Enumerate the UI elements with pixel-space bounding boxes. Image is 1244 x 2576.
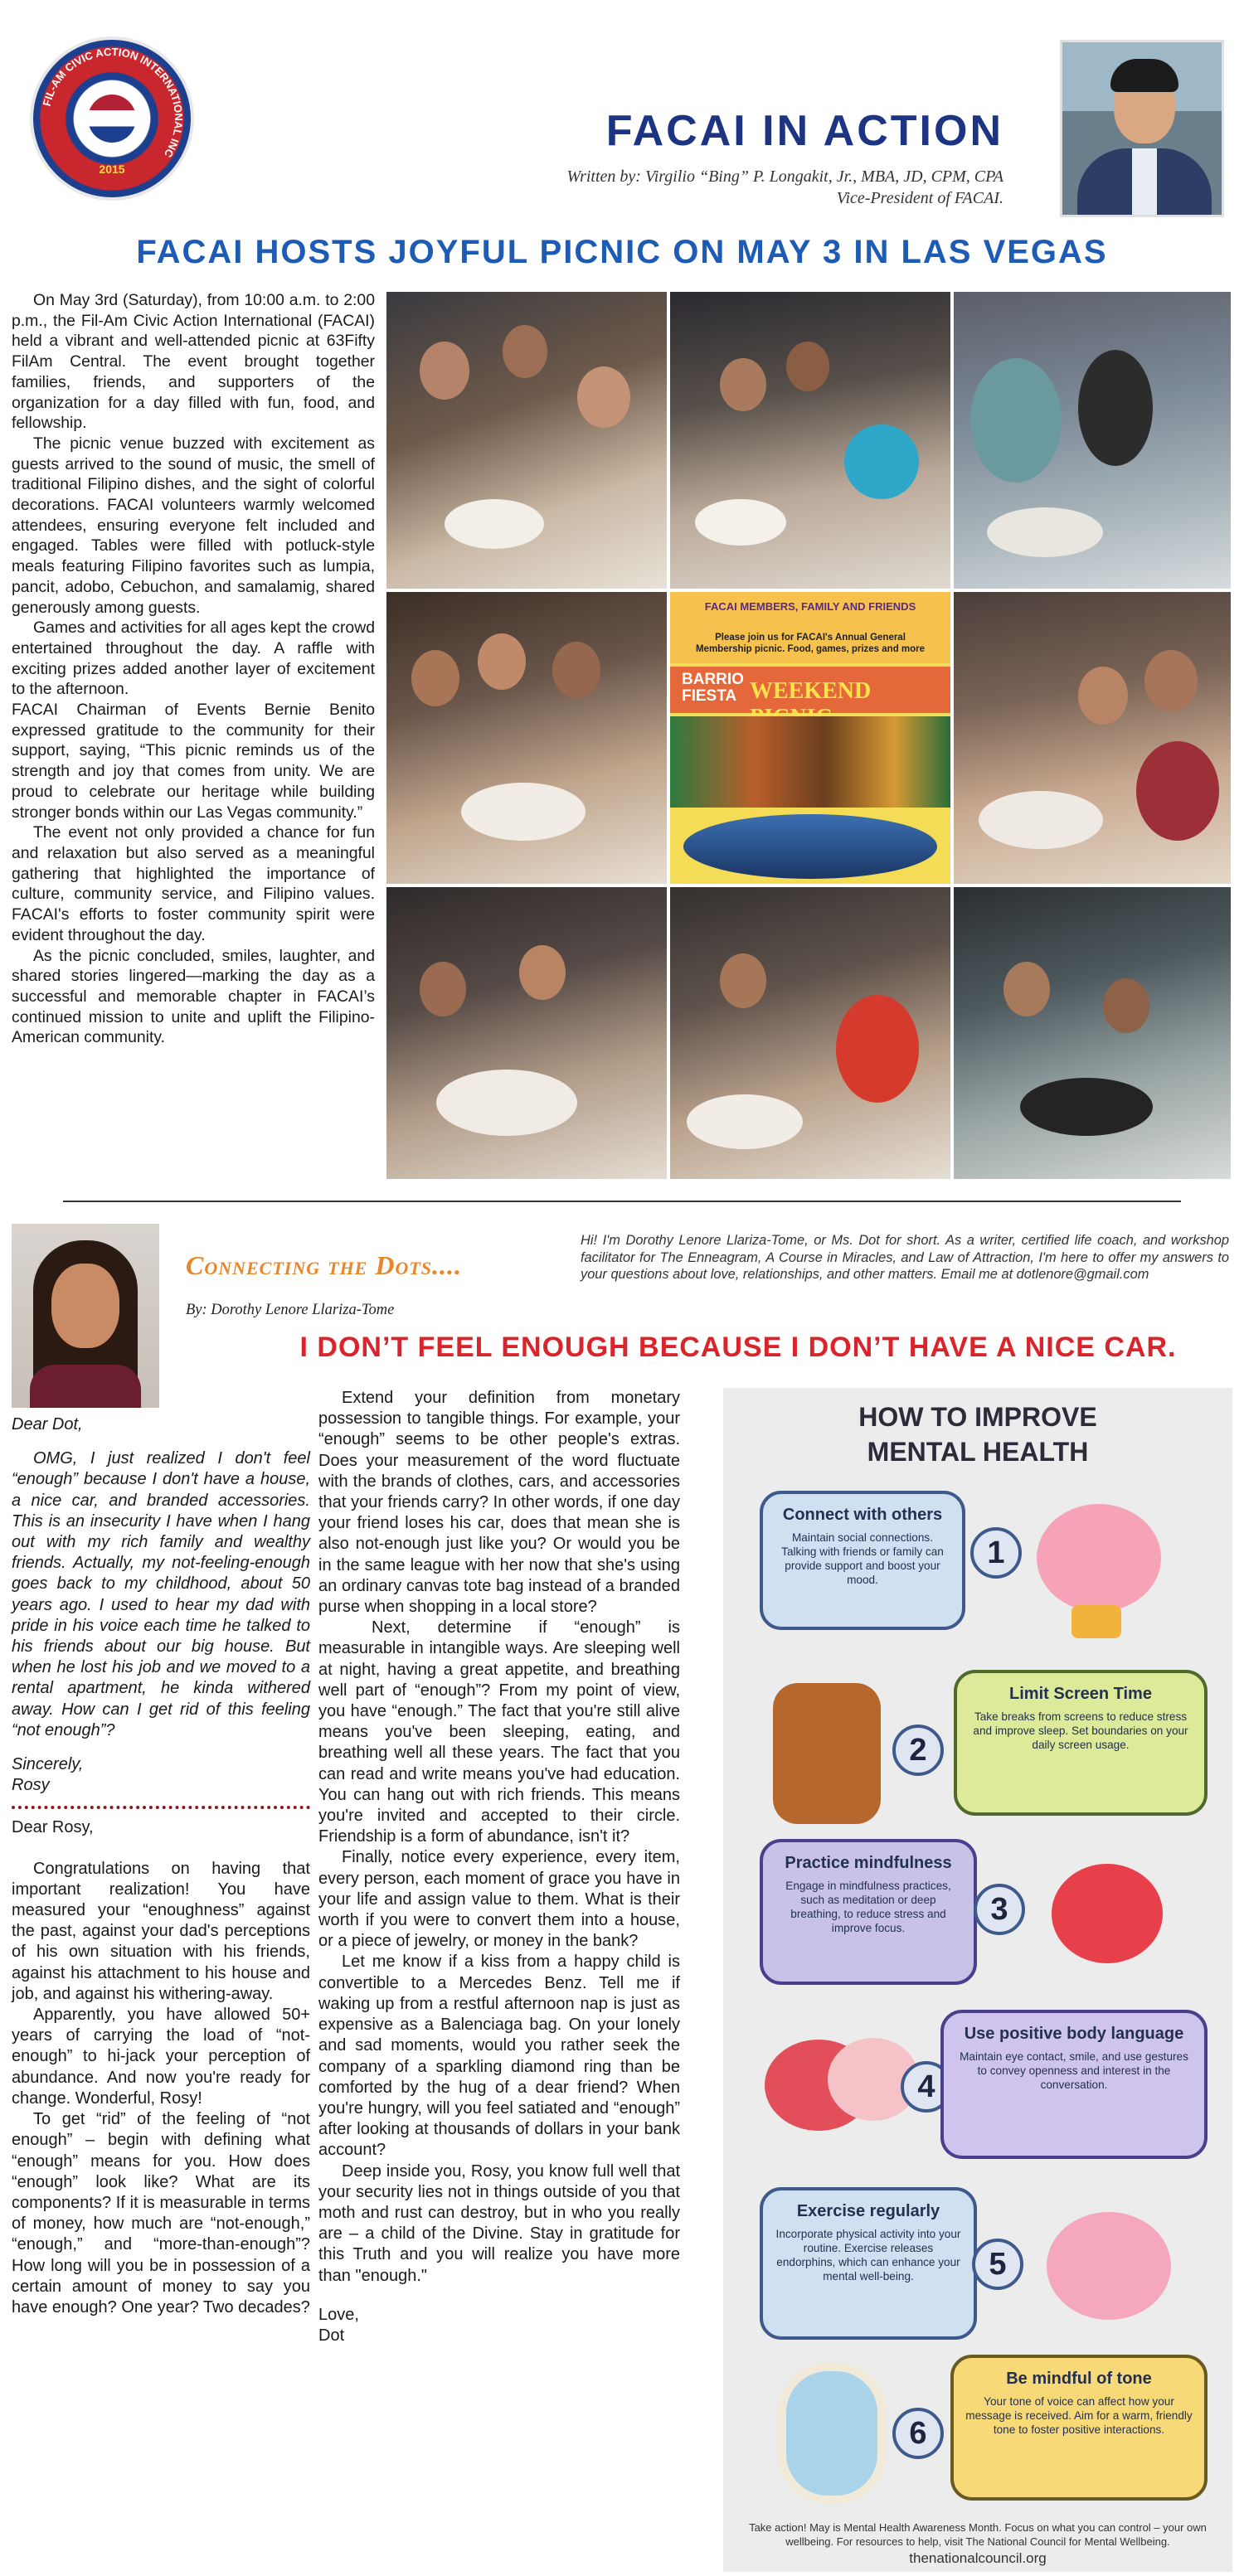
brain-icon-legs (1071, 1605, 1121, 1638)
flyer-food-photos (670, 716, 950, 808)
column-headline (0, 1332, 1244, 1364)
article1-paragraph: Games and activities for all ages kept the crowd entertained throughout the day. A raffle with exciting prizes added another layer of excitement to the afternoon. (12, 619, 375, 699)
tip-number: 1 (970, 1527, 1022, 1579)
picnic-photo (954, 592, 1231, 884)
reply-paragraph: Let me know if a kiss from a happy child is convertible to a Mercedes Benz. Tell me if waking up from a restful afternoon nap is just as expensive as a Balenciaga bag. On your lonely and sad moments, would you rather seek the company of a sparkling diamond ring than be comforted by the hug of a dear friend? When you're hungry, will you feel satiated and “enough” after looking at thousands of dollars in your bank account? (318, 1953, 680, 2160)
picnic-photo (386, 292, 667, 589)
tip-card-exercise (760, 2187, 977, 2340)
tip-body: Maintain eye contact, smile, and use gestures to convey openness and interest in the conversation. (960, 2050, 1188, 2091)
tip-body: Your tone of voice can affect how your message is received. Aim for a warm, friendly tone to foster positive interactions. (965, 2395, 1193, 2436)
tip-body: Engage in mindfulness practices, such as meditation or deep breathing, to reduce stress and improve focus. (785, 1880, 951, 1934)
reply-paragraph: Next, determine if “enough” is measurable in intangible ways. Are sleeping well at night, having a great appetite, and breathing well part of “enough”? From my point of view, you have “enough.” The fact that you're still alive means you've been sleeping, eating, and breathing well all these years. The fact that you can read and write means you've had education. You can hang out with rich friends. This means you're invited and accepted to their circle. Friendship is a form of abundance, isn't it? (318, 1618, 680, 1846)
letter-body: OMG, I just realized I don't feel “enough” because I don't have a house, a nice car, and branded accessories. This is an insecurity I have when I hang out with my rich family and wealthy friends. Actually, my not-feeling-enough goes back to my childhood, about 50 years ago. I used to hear my dad with pride in his voice each time he talked to his friends about our big house. But when he lost his job and we moved to a rental apartment, he kinda withered away. How can I get rid of this feeling “not enough”? (12, 1449, 310, 1739)
tip-number: 5 (972, 2239, 1023, 2290)
reply-paragraph: To get “rid” of the feeling of “not enough” – begin with defining what “enough” means for you. How does “enough” look like? What are its components? If it is measurable in terms of money, how much are “not-enough,” “enough,” and “more-than-enough”? How long will you be in possession of a certain amount of money to say you have enough? One year? Two decades? (12, 2110, 310, 2316)
picnic-photo (670, 292, 950, 589)
letter-close: Sincerely, (12, 1755, 84, 1774)
column-right (318, 1388, 680, 2346)
tip-card-connect (760, 1491, 965, 1630)
reply-signature: Dot (318, 2326, 345, 2345)
tip-title: Exercise regularly (796, 2202, 940, 2220)
letter-salutation: Dear Dot, (12, 1415, 83, 1434)
flyer-group-photo (683, 814, 937, 879)
tip-card-tone (950, 2355, 1208, 2501)
picnic-photo (386, 592, 667, 884)
picnic-photo (954, 292, 1231, 589)
infographic-footer: Take action! May is Mental Health Awareness Month. Focus on what you can control – your own wellbeing. For resources to help, visit The National Council for Mental Wellbeing. (749, 2521, 1207, 2548)
reply-paragraph: Apparently, you have allowed 50+ years of carrying the load of “not-enough” to hi-jack your perception of abundance. And now you're ready for change. Wonderful, Rosy! (12, 2006, 310, 2108)
section-divider (63, 1201, 1181, 1202)
flyer-invite: Please join us for FACAI's Annual General Membership picnic. Food, games, prizes and more (695, 633, 926, 654)
column-name: Connecting the Dots.... (186, 1250, 463, 1280)
byline (567, 166, 1003, 209)
infographic-url: thenationalcouncil.org (909, 2550, 1047, 2566)
article1-body (12, 290, 375, 1048)
flyer-heading: FACAI MEMBERS, FAMILY AND FRIENDS (704, 600, 916, 613)
byline-author: Written by: Virgilio “Bing” P. Longakit, Jr., MBA, JD, CPM, CPA (566, 167, 1003, 186)
phone-backpack-icon (773, 1683, 881, 1824)
tip-number: 2 (892, 1725, 944, 1776)
logo-flag-emblem (88, 95, 136, 143)
reply-paragraph: Deep inside you, Rosy, you know full well that your security lies not in things outside of you that moth and rust can destroy, but in who you really are – a child of the Divine. Stay in gratitude for this Truth and you will realize you have more than "enough." (318, 2161, 680, 2285)
facai-logo (33, 40, 191, 197)
picnic-flyer (670, 592, 950, 884)
infographic-title: HOW TO IMPROVE MENTAL HEALTH (858, 1402, 1097, 1467)
tip-body: Maintain social connections. Talking with friends or family can provide support and boost your mood. (781, 1531, 944, 1586)
tip-title: Limit Screen Time (1009, 1685, 1152, 1703)
brain-dumbbell-icon (1047, 2212, 1171, 2320)
tip-card-body-language (940, 2010, 1208, 2159)
column-intro: Hi! I'm Dorothy Lenore Llariza-Tome, or Ms. Dot for short. As a writer, certified life coach, and workshop facilitator for The Enneagram, A Course in Miracles, and Law of Attraction, I'm here to offer my answers to your questions about love, relationships, and other matters. Email me at dotlenore@gmail.com (581, 1233, 1229, 1283)
tip-title: Use positive body language (964, 2025, 1184, 2043)
tip-number: 4 (901, 2061, 952, 2113)
dotted-separator (12, 1806, 310, 1809)
picnic-photo (386, 887, 667, 1179)
letter-signature: Rosy (12, 1776, 50, 1795)
author-portrait (1060, 40, 1224, 217)
tip-number: 3 (974, 1884, 1025, 1935)
column-byline: By: Dorothy Lenore Llariza-Tome (186, 1302, 395, 1318)
article1-paragraph: The picnic venue buzzed with excitement as guests arrived to the sound of music, the smell of traditional Filipino dishes, and the sight of colorful decorations. FACAI volunteers warmly welcomed attendees, ensuring everyone felt included and engaged. Tables were filled with potluck-style meals featuring Filipino favorites such as lumpia, pancit, adobo, Cebuchon, and samalamig, shared generously among guests. (12, 434, 375, 617)
tip-title: Connect with others (782, 1506, 943, 1524)
svg-text:FIL-AM CIVIC ACTION INTERNATIO: FIL-AM CIVIC ACTION INTERNATIONAL INC (40, 45, 186, 160)
byline-role: Vice-President of FACAI. (836, 189, 1003, 207)
logo-year: 2015 (99, 163, 125, 176)
tip-card-mindfulness (760, 1839, 977, 1985)
reply-paragraph: Congratulations on having that important realization! You have measured your “enoughness” against the past, against your dad's perceptions of his own situation with his friends, against his attachment to his house and job, and against his withering-away. (12, 1859, 310, 2003)
picnic-photo (670, 887, 950, 1179)
brain-icon (1037, 1504, 1161, 1612)
tip-title: Be mindful of tone (1006, 2370, 1152, 2388)
reply-paragraph: Finally, notice every experience, every item, every person, each moment of grace you have in your life and assign value to them. What is their worth if you were to convert them into a house, or a piece of jewelry, or money in the bank? (318, 1848, 680, 1951)
reply-salutation: Dear Rosy, (12, 1818, 94, 1837)
section-title: FACAI IN ACTION (605, 107, 1003, 155)
article1-paragraph: As the picnic concluded, smiles, laughter, and shared stories lingered—marking the day as a successful and memorable chapter in FACAI’s continued mission to unite and uplift the Filipino-American community. (12, 946, 375, 1047)
tip-card-screen (954, 1670, 1208, 1816)
column-left (12, 1414, 310, 2318)
article1-paragraph: The event not only provided a chance for fun and relaxation but also served as a meaningful gathering that highlighted the importance of culture, community service, and Filipino values. FACAI's efforts to foster community spirit were evident throughout the day. (12, 823, 375, 944)
reply-paragraph: Extend your definition from monetary possession to tangible things. For example, your “enough” seems to be other people's extras. Does your measurement of the word fluctuate with the brands of clothes, cars, and accessories that your friends carry? In other words, if one day your friend loses his car, does that mean she is also not-enough just like you? Or would you be in the same league with her now that she's using an ordinary canvas tote bag instead of a branded purse when shopping in a local store? (318, 1389, 680, 1617)
tip-body: Incorporate physical activity into your routine. Exercise releases endorphins, which can enhance your mental well-being. (775, 2228, 961, 2283)
column-headline-text: I DON’T FEEL ENOUGH BECAUSE I DON’T HAVE A NICE CAR. (299, 1332, 1177, 1363)
picnic-photo-grid (386, 292, 1231, 1179)
flyer-barrio-fiesta: BARRIO FIESTA (682, 671, 744, 705)
mental-health-infographic (723, 1388, 1232, 2572)
tip-body: Take breaks from screens to reduce stress and improve sleep. Set boundaries on your daily screen usage. (973, 1710, 1188, 1751)
reply-close: Love, (318, 2305, 359, 2324)
columnist-photo (12, 1224, 159, 1408)
picnic-photo (954, 887, 1231, 1179)
airplane-window-icon (778, 2363, 886, 2504)
article1-paragraph: On May 3rd (Saturday), from 10:00 a.m. to 2:00 p.m., the Fil-Am Civic Action International (FACAI) held a vibrant and well-attended picnic at 63Fifty FilAm Central. The event brought together families, friends, and supporters of the organization for a day filled with fun, food, and fellowship. (12, 291, 375, 433)
heart-icon (1052, 1864, 1163, 1963)
article1-paragraph: FACAI Chairman of Events Bernie Benito expressed gratitude to the community for their support, saying, “This picnic reminds us of the strength and joy that comes from unity. We are proud to celebrate our heritage while building stronger bonds within our Las Vegas community.” (12, 701, 375, 822)
article1-headline: FACAI HOSTS JOYFUL PICNIC ON MAY 3 IN LAS VEGAS (136, 234, 1108, 270)
tip-number: 6 (892, 2408, 944, 2459)
tip-title: Practice mindfulness (785, 1854, 952, 1872)
flyer-weekend-picnic: WEEKEND (750, 678, 872, 704)
